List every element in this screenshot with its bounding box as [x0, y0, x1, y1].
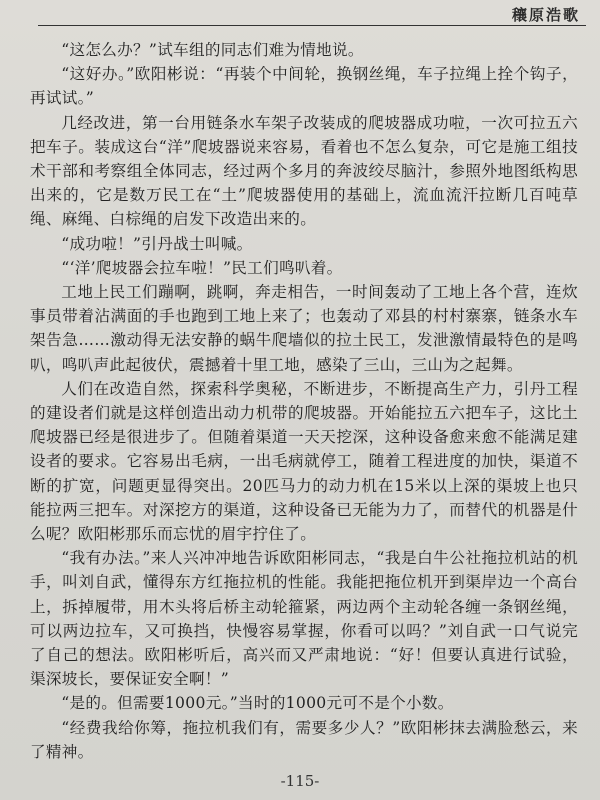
paragraph-2: “这好办。”欧阳彬说：“再装个中间轮，换钢丝绳，车子拉绳上拴个钩子，再试试。” [30, 65, 578, 108]
running-head-title: 穰原浩歌 [511, 6, 580, 24]
running-head [0, 0, 600, 28]
paragraph-10: “经费我给你筹，拖拉机我们有，需要多少人？”欧阳彬抹去满脸愁云，来了精神。 [30, 718, 578, 761]
paragraph-8: “我有办法。”来人兴冲冲地告诉欧阳彬同志，“我是白牛公社拖拉机站的机手，叫刘自武，懂得东方红拖拉机的性能。我能把拖位机开到渠岸边一个高台上，拆掉履带，用木头将后桥主动轮箍紧，两边两个主动轮各缠一条钢丝绳，可以两边拉车，又可换挡，快慢容易掌握，你看可以吗？”刘自武一口气说完了自己的想法。欧阳彬听后，高兴而又严肃地说：“好！但要认真进行试验，渠深坡长，要保证安全啊！” [30, 549, 578, 689]
page-number: -115- [280, 772, 320, 790]
paragraph-4: “成功啦！”引丹战士叫喊。 [61, 234, 253, 253]
paragraph-5: “‘洋’爬坡器会拉车啦！”民工们鸣叭着。 [61, 258, 343, 277]
paragraph-6: 工地上民工们蹦啊，跳啊，奔走相告，一时间轰动了工地上各个营，连炊事员带着沾满面的手也跑到工地上来了；也轰动了邓县的村村寨寨，链条水车架告急……激动得无法安静的蜗牛爬墙似的拉土民工，发泄激情最特色的是鸣叭，鸣叭声此起彼伏，震撼着十里工地，感染了三山，三山为之起舞。 [30, 283, 578, 374]
paragraph-1: “这怎么办？”试车组的同志们难为情地说。 [61, 41, 364, 59]
page-body [30, 38, 578, 763]
header-rule [38, 25, 586, 26]
paragraph-7: 人们在改造自然，探索科学奥秘，不断进步，不断提高生产力，引丹工程的建设者们就是这样创造出动力机带的爬坡器。开始能拉五六把车子，这比土爬坡器已经是很进步了。但随着渠道一天天挖深，这种设备愈来愈不能满足建设者的要求。它容易出毛病，一出毛病就停工，随着工程进度的加快，渠道不断的扩宽，问题更显得突出。20匹马力的动力机在15米以上深的渠坡上也只能拉两三把车。对深挖方的渠道，这种设备已无能为力了，而替代的机器是什么呢？欧阳彬那乐而忘忧的眉宇拧住了。 [30, 379, 578, 544]
paragraph-3: 几经改进，第一台用链条水车架子改装成的爬坡器成功啦，一次可拉五六把车子。装成这台“洋”爬坡器说来容易，看着也不怎么复杂，可它是施工组技术干部和考察组全体同志，经过两个多月的奔波绞尽脑汁，参照外地图纸构思出来的，它是数万民工在“土”爬坡器使用的基础上，流血流汗拉断几百吨草绳、麻绳、白棕绳的启发下改造出来的。 [30, 113, 578, 229]
paragraph-9: “是的。但需要1000元。”当时的1000元可不是个小数。 [61, 694, 454, 713]
